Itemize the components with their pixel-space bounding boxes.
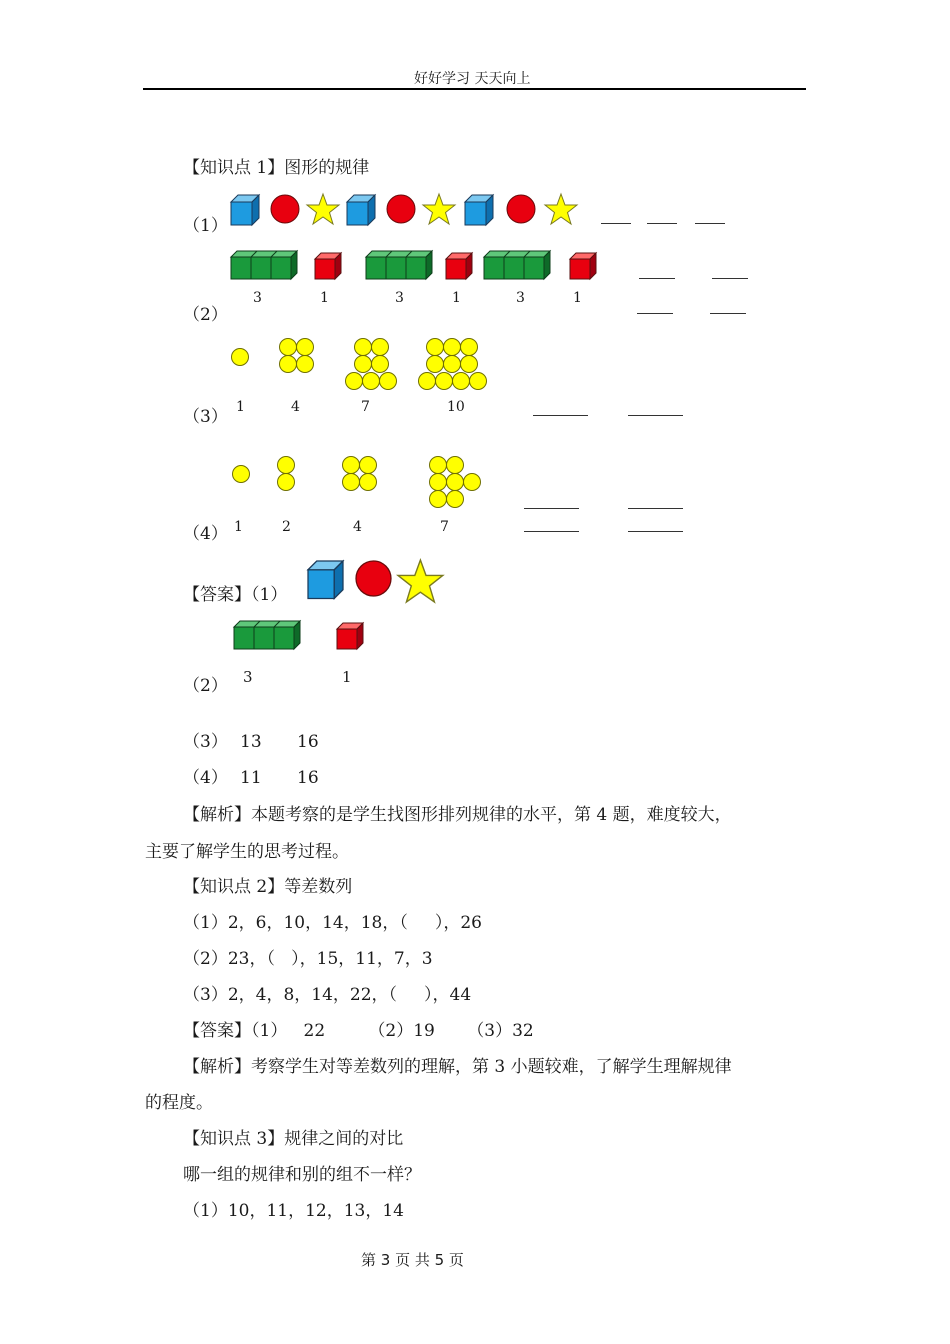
dot-icon [343,474,360,491]
dot-icon [464,474,481,491]
q4-count: 2 [282,519,291,535]
ans2-count: 1 [342,668,352,686]
dot-icon [278,457,295,474]
q3-count: 1 [236,399,245,415]
dot-icon [453,373,470,390]
q1-shapes [231,194,591,228]
q2-count: 3 [253,290,262,306]
dot-icon [447,491,464,508]
answer-blank [695,223,725,224]
dot-icon [430,491,447,508]
ans3-value: 13 [240,732,262,752]
dot-icon [444,356,461,373]
dot-icon [470,373,487,390]
dot-icon [447,474,464,491]
dot-icon [436,373,453,390]
red-circle-icon [507,195,535,223]
yellow-star-icon [307,194,339,224]
dot-icon [430,457,447,474]
q2-count: 3 [516,290,525,306]
answer-blank [647,223,677,224]
kp2-answer: 【答案】（1） 22 （2）19 （3）32 [183,1021,534,1041]
red-circle-icon [387,195,415,223]
ans2-count: 3 [243,668,253,686]
ans2-label: （2） [183,676,228,696]
red-cube-icon [446,253,472,279]
dot-icon [419,373,436,390]
dot-icon [430,474,447,491]
red-cube-icon [315,253,341,279]
kp2-q1: （1）2，6，10，14，18，（ ），26 [183,913,482,933]
q2-count: 1 [320,290,329,306]
dot-icon [380,373,397,390]
kp2-q3: （3）2，4，8，14，22，（ ），44 [183,985,472,1005]
dot-icon [280,356,297,373]
blue-cube-icon [465,195,493,225]
dot-icon [427,339,444,356]
q3-label: （3） [183,407,228,427]
red-circle-icon [356,561,391,596]
header-rule [143,88,806,90]
answer-blank [601,223,631,224]
page-header: 好好学习 天天向上 [414,71,531,87]
answer-blank [628,415,683,416]
dot-icon [280,339,297,356]
kp2-heading: 【知识点 2】等差数列 [183,877,353,897]
ans2-cubes [234,621,374,653]
dot-icon [461,356,478,373]
answer-blank [628,508,683,509]
green-cubes-icon [231,251,297,279]
page-footer: 第 3 页 共 5 页 [361,1251,464,1269]
dot-icon [372,339,389,356]
dot-icon [447,457,464,474]
dot-icon [363,373,380,390]
kp3-heading: 【知识点 3】规律之间的对比 [183,1129,404,1149]
dot-icon [297,356,314,373]
dot-icon [461,339,478,356]
green-cubes-icon [234,621,300,649]
yellow-star-icon [398,560,443,602]
yellow-star-icon [423,194,455,224]
green-cubes-icon [484,251,550,279]
ans3-value: 16 [297,732,319,752]
dot-icon [444,339,461,356]
ans4-label: （4） [183,768,228,788]
kp3-q1: （1）10，11，12，13，14 [183,1201,404,1221]
ans4-value: 11 [240,768,262,788]
red-cube-icon [570,253,596,279]
ans4-value: 16 [297,768,319,788]
answer-blank [524,508,579,509]
q3-dot-groups [225,335,505,395]
kp2-q2: （2）23，（ ），15，11，7，3 [183,949,433,969]
blue-cube-icon [347,195,375,225]
q4-count: 1 [234,519,243,535]
answer-blank [524,531,579,532]
q2-count: 1 [573,290,582,306]
q4-count: 7 [440,519,449,535]
q2-count: 1 [452,290,461,306]
kp3-question: 哪一组的规律和别的组不一样？ [183,1165,421,1185]
dot-icon [343,457,360,474]
q4-dot-groups [225,452,495,512]
dot-icon [360,457,377,474]
q3-count: 7 [361,399,370,415]
q3-count: 4 [291,399,300,415]
kp1-answer-heading: 【答案】（1） [183,585,288,605]
kp1-analysis-cont: 主要了解学生的思考过程。 [145,842,349,862]
dot-icon [232,349,249,366]
kp2-analysis: 【解析】考察学生对等差数列的理解，第 3 小题较难，了解学生理解规律 [183,1057,732,1077]
answer-blank [639,278,675,279]
kp1-analysis: 【解析】本题考察的是学生找图形排列规律的水平，第 4 题，难度较大， [183,805,732,825]
dot-icon [355,339,372,356]
dot-icon [360,474,377,491]
yellow-star-icon [545,194,577,224]
answer-blank [628,531,683,532]
dot-icon [297,339,314,356]
answer-blank [710,313,746,314]
dot-icon [355,356,372,373]
red-circle-icon [271,195,299,223]
q1-label: （1） [183,216,228,236]
dot-icon [346,373,363,390]
answer-blank [637,313,673,314]
q2-cubes [231,251,611,281]
green-cubes-icon [366,251,432,279]
blue-cube-icon [231,195,259,225]
blue-cube-icon [308,561,343,599]
answer-blank [712,278,748,279]
q4-count: 4 [353,519,362,535]
q3-count: 10 [447,399,465,415]
q4-label: （4） [183,524,228,544]
ans3-label: （3） [183,732,228,752]
dot-icon [278,474,295,491]
q2-count: 3 [395,290,404,306]
dot-icon [427,356,444,373]
kp2-analysis-cont: 的程度。 [145,1093,213,1113]
dot-icon [372,356,389,373]
kp1-heading: 【知识点 1】图形的规律 [183,158,370,178]
dot-icon [233,466,250,483]
answer-blank [533,415,588,416]
q2-label: （2） [183,305,228,325]
red-cube-icon [337,623,363,649]
ans1-shapes [308,560,448,600]
